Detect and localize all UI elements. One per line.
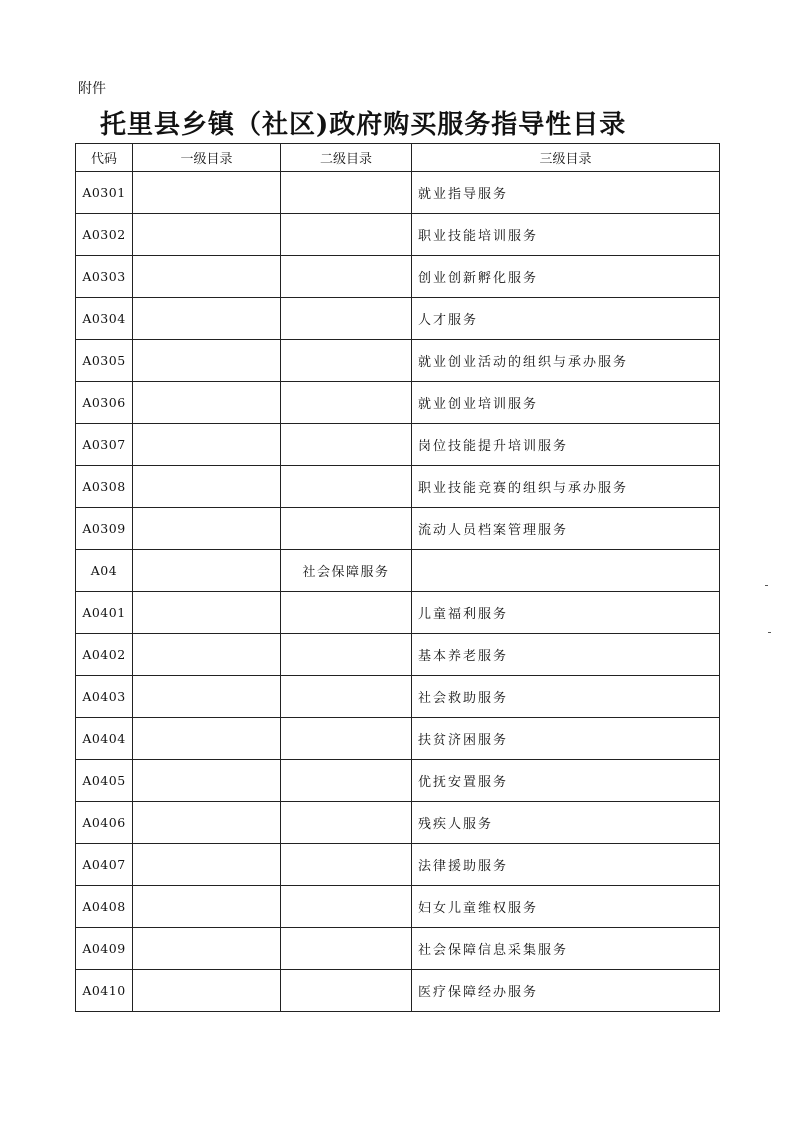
cell-level2 [281,634,412,676]
cell-level3 [412,550,720,592]
table-row [76,592,720,634]
cell-level3: 职业技能竞赛的组织与承办服务 [412,466,720,508]
cell-level2 [281,718,412,760]
cell-level2 [281,214,412,256]
table-row [76,802,720,844]
cell-code: A0305 [76,340,133,382]
cell-level1 [133,802,281,844]
table-row [76,844,720,886]
cell-code: A0308 [76,466,133,508]
cell-level2 [281,970,412,1012]
cell-level3: 社会救助服务 [412,676,720,718]
cell-level2 [281,886,412,928]
cell-level2: 社会保障服务 [281,550,412,592]
cell-code: A0402 [76,634,133,676]
cell-level3: 扶贫济困服务 [412,718,720,760]
table-row [76,550,720,592]
cell-level1 [133,676,281,718]
cell-level2 [281,256,412,298]
header-level3: 三级目录 [412,144,720,172]
cell-code: A0307 [76,424,133,466]
cell-level2 [281,508,412,550]
cell-level3: 人才服务 [412,298,720,340]
table-row [76,424,720,466]
table-row [76,970,720,1012]
cell-level1 [133,256,281,298]
cell-level1 [133,592,281,634]
scan-speck [765,585,768,586]
cell-level2 [281,844,412,886]
cell-code: A0304 [76,298,133,340]
table-row [76,340,720,382]
document-title: 托里县乡镇（社区)政府购买服务指导性目录 [100,110,627,140]
cell-code: A0410 [76,970,133,1012]
cell-level2 [281,298,412,340]
cell-level2 [281,424,412,466]
cell-level2 [281,340,412,382]
cell-code: A0309 [76,508,133,550]
cell-level3: 基本养老服务 [412,634,720,676]
cell-level2 [281,466,412,508]
cell-level3: 医疗保障经办服务 [412,970,720,1012]
cell-code: A0406 [76,802,133,844]
cell-level1 [133,844,281,886]
header-level2: 二级目录 [281,144,412,172]
cell-code: A0403 [76,676,133,718]
table-row [76,466,720,508]
table-row [76,760,720,802]
cell-code: A0306 [76,382,133,424]
cell-level3: 妇女儿童维权服务 [412,886,720,928]
table-header-row [76,144,720,172]
cell-level1 [133,886,281,928]
cell-level2 [281,928,412,970]
cell-level1 [133,466,281,508]
table-row [76,634,720,676]
table-body [76,172,720,1012]
cell-level3: 就业创业培训服务 [412,382,720,424]
table-row [76,214,720,256]
table-row [76,298,720,340]
cell-code: A0303 [76,256,133,298]
cell-level1 [133,340,281,382]
table-row [76,382,720,424]
cell-level1 [133,718,281,760]
cell-level3: 残疾人服务 [412,802,720,844]
cell-level2 [281,760,412,802]
cell-level1 [133,424,281,466]
attachment-label: 附件 [78,81,106,97]
cell-level1 [133,760,281,802]
cell-level3: 儿童福利服务 [412,592,720,634]
cell-level1 [133,172,281,214]
table-row [76,928,720,970]
cell-code: A0401 [76,592,133,634]
cell-level3: 社会保障信息采集服务 [412,928,720,970]
catalog-table [75,143,720,1012]
cell-level1 [133,550,281,592]
cell-level1 [133,508,281,550]
header-code: 代码 [76,144,133,172]
cell-level1 [133,382,281,424]
cell-level2 [281,802,412,844]
cell-level3: 创业创新孵化服务 [412,256,720,298]
table-row [76,676,720,718]
cell-level3: 流动人员档案管理服务 [412,508,720,550]
cell-level3: 就业指导服务 [412,172,720,214]
table-row [76,508,720,550]
cell-code: A0404 [76,718,133,760]
cell-level1 [133,298,281,340]
table-row [76,886,720,928]
cell-level2 [281,382,412,424]
cell-level1 [133,928,281,970]
table-row [76,718,720,760]
cell-level1 [133,634,281,676]
cell-level3: 优抚安置服务 [412,760,720,802]
cell-code: A0407 [76,844,133,886]
cell-code: A0301 [76,172,133,214]
cell-level3: 法律援助服务 [412,844,720,886]
cell-level1 [133,970,281,1012]
cell-code: A04 [76,550,133,592]
cell-level2 [281,676,412,718]
cell-code: A0408 [76,886,133,928]
scan-speck [768,632,771,633]
cell-level1 [133,214,281,256]
cell-level3: 就业创业活动的组织与承办服务 [412,340,720,382]
table-row [76,256,720,298]
cell-code: A0405 [76,760,133,802]
cell-level3: 岗位技能提升培训服务 [412,424,720,466]
cell-level2 [281,592,412,634]
cell-code: A0409 [76,928,133,970]
table-row [76,172,720,214]
cell-level3: 职业技能培训服务 [412,214,720,256]
cell-code: A0302 [76,214,133,256]
cell-level2 [281,172,412,214]
header-level1: 一级目录 [133,144,281,172]
